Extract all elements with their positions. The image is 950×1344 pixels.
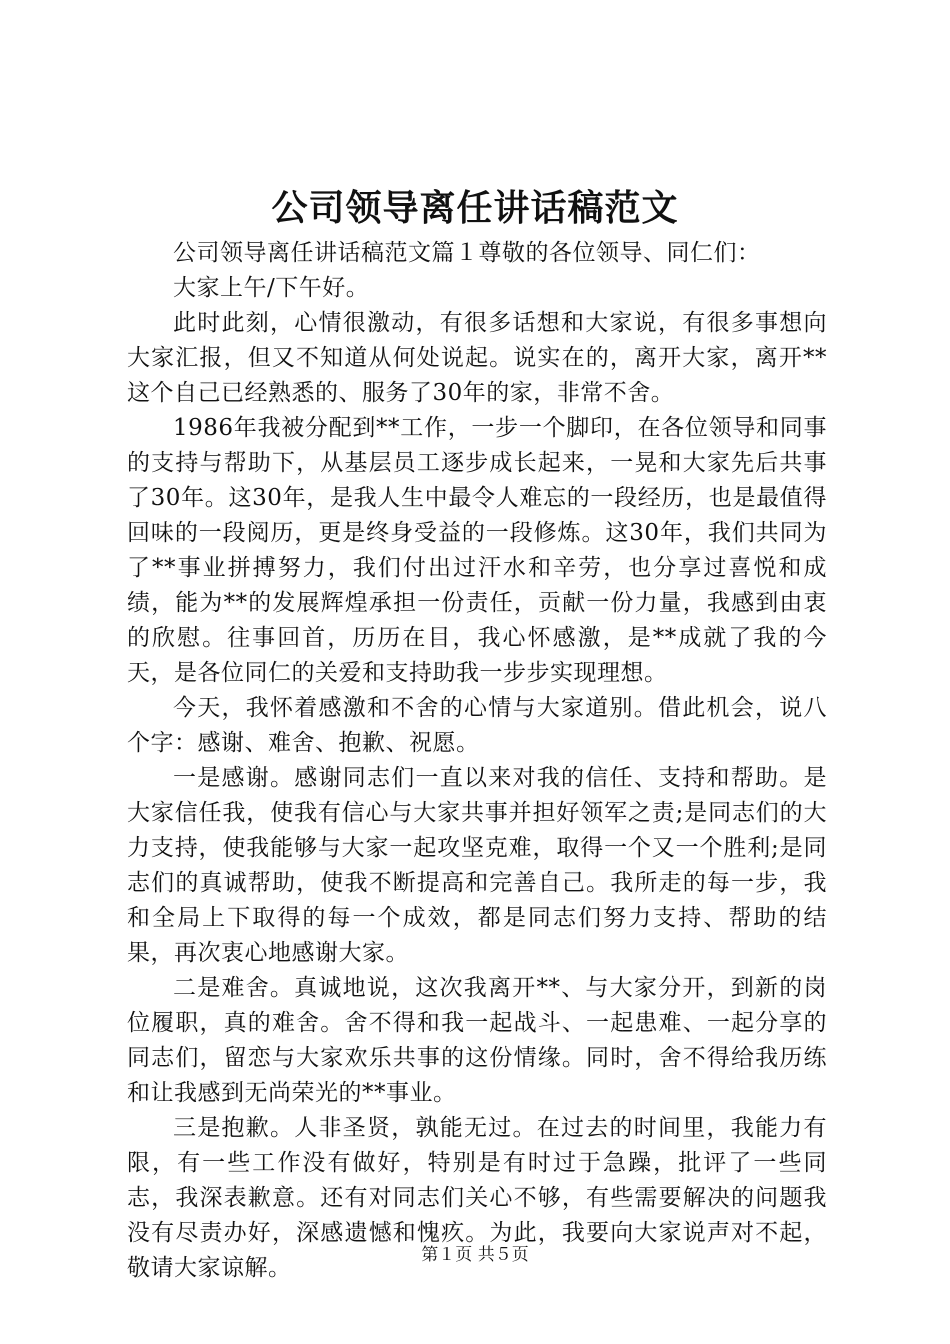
paragraph-thanks: 一是感谢。感谢同志们一直以来对我的信任、支持和帮助。是大家信任我，使我有信心与大家共事并担好领军之责;是同志们的大力支持，使我能够与大家一起攻坚克难，取得一个又一个胜利;是同志们的真诚帮助，使我不断提高和完善自己。我所走的每一步，我和全局上下取得的每一个成效，都是同志们努力支持、帮助的结果，再次衷心地感谢大家。 [127,765,827,966]
document-body [127,236,827,1286]
paragraph-history: 1986年我被分配到**工作，一步一个脚印，在各位领导和同事的支持与帮助下，从基层员工逐步成长起来，一晃和大家先后共事了30年。这30年，是我人生中最令人难忘的一段经历，也是最值得回味的一段阅历，更是终身受益的一段修炼。这30年，我们共同为了**事业拼搏努力，我们付出过汗水和辛劳，也分享过喜悦和成绩，能为**的发展辉煌承担一份责任，贡献一份力量，我感到由衷的欣慰。往事回首，历历在目，我心怀感激，是**成就了我的今天，是各位同仁的关爱和支持助我一步步实现理想。 [127,415,827,686]
page-title: 公司领导离任讲话稿范文 [271,187,679,229]
paragraph-salutation: 大家上午/下午好。 [173,275,370,301]
page-footer: 第１页 共５页 [421,1245,529,1265]
paragraph-farewell: 今天，我怀着感激和不舍的心情与大家道别。借此机会，说八个字：感谢、难舍、抱歉、祝愿。 [127,695,827,756]
paragraph-opening: 此时此刻，心情很激动，有很多话想和大家说，有很多事想向大家汇报，但又不知道从何处说起。说实在的，离开大家，离开**这个自己已经熟悉的、服务了30年的家，非常不舍。 [127,310,827,406]
paragraph-reluctance: 二是难舍。真诚地说，这次我离开**、与大家分开，到新的岗位履职，真的难舍。舍不得和我一起战斗、一起患难、一起分享的同志们，留恋与大家欢乐共事的这份情缘。同时，舍不得给我历练和让我感到无尚荣光的**事业。 [127,975,827,1106]
paragraph-greeting: 公司领导离任讲话稿范文篇１尊敬的各位领导、同仁们： [173,240,761,266]
paragraph-apology: 三是抱歉。人非圣贤，孰能无过。在过去的时间里，我能力有限，有一些工作没有做好，特别是有时过于急躁，批评了一些同志，我深表歉意。还有对同志们关心不够，有些需要解决的问题我没有尽责办好，深感遗憾和愧疚。为此，我要向大家说声对不起，敬请大家谅解。 [127,1115,827,1281]
